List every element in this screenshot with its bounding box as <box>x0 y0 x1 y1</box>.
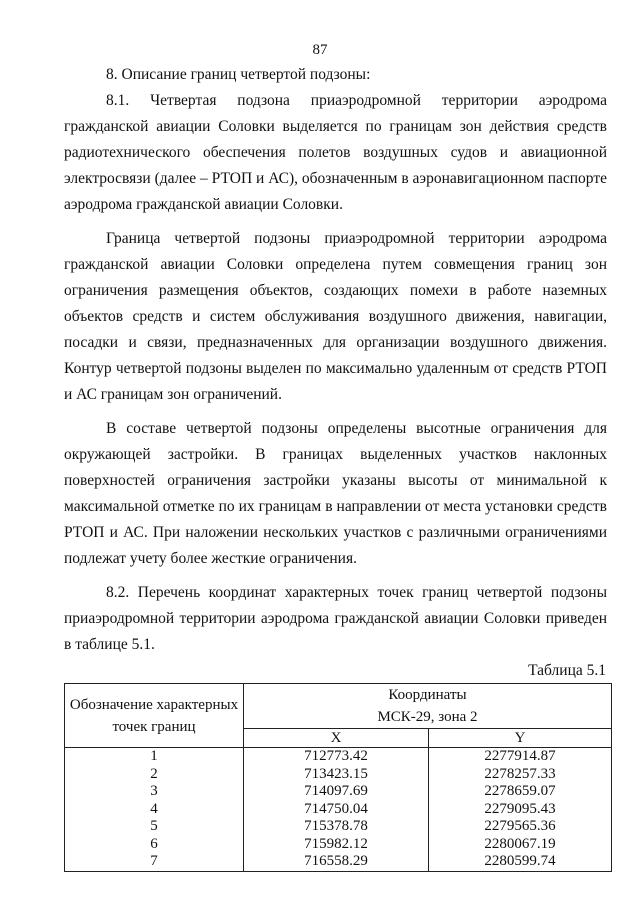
header-point-designation: Обозначение характерных точек границ <box>65 684 244 748</box>
cell-y: 2278659.07 <box>429 783 612 801</box>
header-coordinates-line2: МСК-29, зона 2 <box>377 709 478 725</box>
cell-point: 3 <box>65 783 244 801</box>
table-row <box>65 801 612 819</box>
paragraph-8-2: 8.2. Перечень координат характерных точек границ четвертой подзоны приаэродромной территории аэродрома гражданской авиации Соловки приведен в таблице 5.1. <box>64 584 607 653</box>
cell-x: 714097.69 <box>244 783 429 801</box>
table-row <box>65 853 612 871</box>
cell-point: 5 <box>65 818 244 836</box>
table-row <box>65 783 612 801</box>
table-row <box>65 766 612 784</box>
cell-point: 7 <box>65 853 244 871</box>
cell-x: 715982.12 <box>244 836 429 854</box>
cell-x: 713423.15 <box>244 766 429 784</box>
paragraph-height-limits: В составе четвертой подзоны определены высотные ограничения для окружающей застройки. В границах выделенных участков наклонных поверхностей ограничения застройки указаны высоты от минимальной к максимальной отметке по их границам в направлении от места установки средств РТОП и АС. При наложении нескольких участков с различными ограничениями подлежат учету более жесткие ограничения. <box>64 420 607 567</box>
table-row <box>65 818 612 836</box>
cell-y: 2280067.19 <box>429 836 612 854</box>
table-row <box>65 748 612 766</box>
cell-point: 2 <box>65 766 244 784</box>
section-heading: 8. Описание границ четвертой подзоны: <box>106 66 371 83</box>
paragraph-8-1: 8.1. Четвертая подзона приаэродромной территории аэродрома гражданской авиации Соловки выделяется по границам зон действия средств радиотехнического обеспечения полетов воздушных судов и авиационной электросвязи (далее – РТОП и АС), обозначенным в аэронавигационном паспорте аэродрома гражданской авиации Соловки. <box>64 92 607 213</box>
table-caption: Таблица 5.1 <box>528 662 606 679</box>
header-coordinates-line1: Координаты <box>388 687 467 703</box>
coordinates-table <box>64 683 612 872</box>
cell-point: 4 <box>65 801 244 819</box>
cell-x: 714750.04 <box>244 801 429 819</box>
cell-x: 712773.42 <box>244 748 429 766</box>
header-x: X <box>244 729 429 748</box>
page-number: 87 <box>312 42 328 58</box>
header-y: Y <box>429 729 612 748</box>
cell-x: 715378.78 <box>244 818 429 836</box>
cell-point: 6 <box>65 836 244 854</box>
cell-y: 2279095.43 <box>429 801 612 819</box>
cell-y: 2278257.33 <box>429 766 612 784</box>
table-row <box>65 836 612 854</box>
cell-point: 1 <box>65 748 244 766</box>
header-coordinates <box>244 684 612 729</box>
cell-x: 716558.29 <box>244 853 429 871</box>
document-body <box>64 62 607 872</box>
cell-y: 2280599.74 <box>429 853 612 871</box>
cell-y: 2277914.87 <box>429 748 612 766</box>
paragraph-boundary: Граница четвертой подзоны приаэродромной территории аэродрома гражданской авиации Соловки определена путем совмещения границ зон ограничения размещения объектов, создающих помехи в работе наземных объектов средств и систем обслуживания воздушного движения, навигации, посадки и связи, предназначенных для организации воздушного движения. Контур четвертой подзоны выделен по максимально удаленным от средств РТОП и АС границам зон ограничений. <box>64 230 607 403</box>
cell-y: 2279565.36 <box>429 818 612 836</box>
